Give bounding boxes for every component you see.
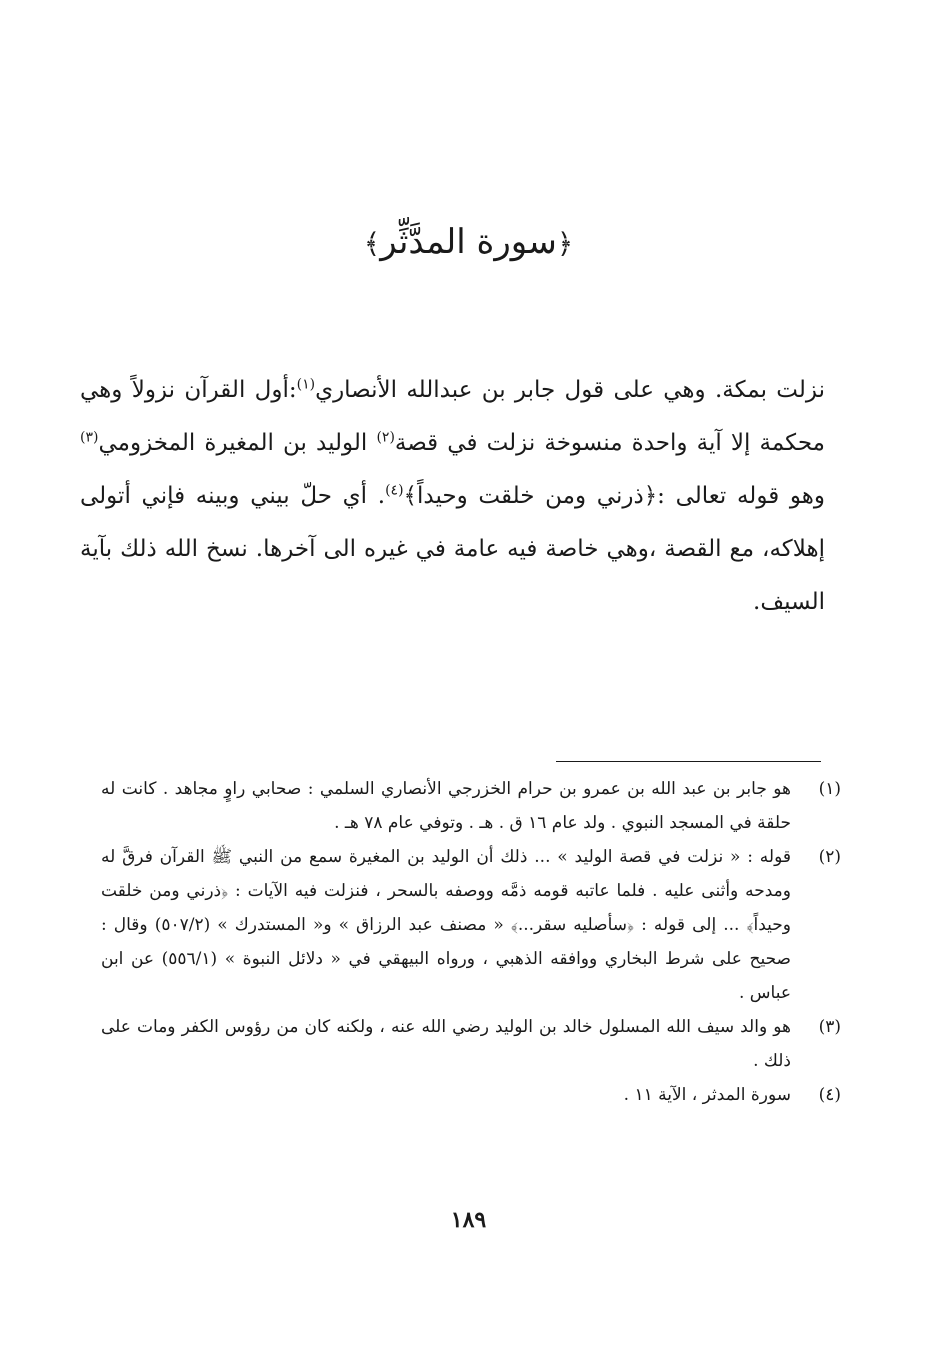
footnote-text: هو جابر بن عبد الله بن عمرو بن حرام الخزرجي الأنصاري السلمي : صحابي راوٍ مجاهد . كانت له حلقة في المسجد النبوي . ولد عام ١٦ ق . هـ . وتوفي عام ٧٨ هـ .	[101, 779, 791, 833]
footnote-separator	[556, 761, 821, 762]
footnote-number: (٢)	[818, 847, 841, 867]
body-text-segment-5: . أي حلّ بيني وبينه فإني أتولى إهلاكه، مع القصة ،وهي خاصة فيه عامة في غيره الى آخرها. نسخ الله ذلك بآية السيف.	[80, 483, 825, 615]
footnote-number: (١)	[818, 779, 841, 799]
footnote-text: سورة المدثر ، الآية ١١ .	[623, 1085, 791, 1105]
footnotes-list	[101, 772, 841, 1112]
footnote-ref-2: (٢)	[376, 429, 395, 446]
footnote-item	[101, 772, 841, 840]
body-text-segment-2: :أول القرآن نزولاً وهي محكمة إلا آية واحدة منسوخة نزلت في قصة	[80, 377, 825, 456]
footnote-ref-3: (٣)	[80, 429, 99, 446]
surah-title-text: سورة المدَّثِّر	[380, 222, 557, 262]
footnote-item	[101, 1010, 841, 1078]
body-text-segment-1: نزلت بمكة. وهي على قول جابر بن عبدالله الأنصاري	[315, 377, 825, 403]
surah-title	[0, 214, 937, 272]
body-text-segment-3: الوليد بن المغيرة المخزومي	[98, 430, 377, 456]
page-number: ١٨٩	[450, 1207, 487, 1233]
body-text-segment-4: وهو قوله تعالى :﴿ذرني ومن خلقت وحيداً﴾	[403, 483, 825, 509]
footnote-ref-4: (٤)	[385, 482, 404, 499]
footnote-ref-1: (١)	[296, 376, 316, 393]
footnote-text: قوله : « نزلت في قصة الوليد » ... ذلك أن الوليد بن المغيرة سمع من النبي ﷺ القرآن فرقَّ له ومدحه وأثنى عليه . فلما عاتبه قومه ذمَّه ووصفه بالسحر ، فنزلت فيه الآيات : ﴿ذرني ومن خلقت وحيداً﴾ ... إلى قوله : ﴿سأصليه سقر...﴾ « مصنف عبد الرزاق » و« المستدرك » (٥٠٧/٢) وقال : صحيح على شرط البخاري ووافقه الذهبي ، ورواه البيهقي في « دلائل النبوة » (٥٥٦/١) عن ابن عباس .	[101, 847, 791, 1003]
main-paragraph	[80, 364, 825, 629]
footnote-number: (٣)	[818, 1017, 841, 1037]
footnote-item	[101, 840, 841, 1010]
footnote-item	[101, 1078, 841, 1112]
footnote-text: هو والد سيف الله المسلول خالد بن الوليد رضي الله عنه ، ولكنه كان من رؤوس الكفر ومات على ذلك .	[101, 1017, 791, 1071]
ornament-close-bracket: ﴾	[363, 227, 381, 260]
footnote-number: (٤)	[818, 1085, 841, 1105]
ornament-open-bracket: ﴿	[556, 227, 574, 260]
